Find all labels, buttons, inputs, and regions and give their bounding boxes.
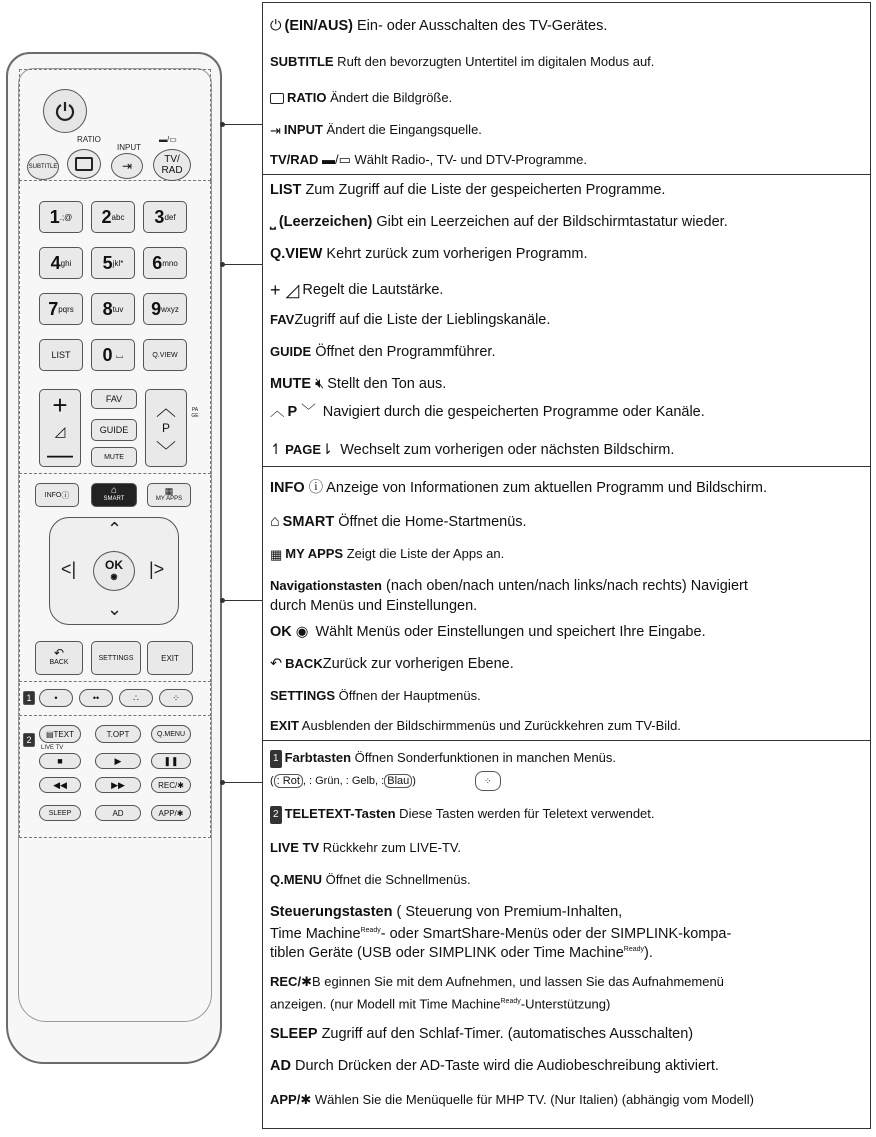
remote-face (18, 68, 212, 1022)
desc: Ändert die Bildgröße. (326, 90, 453, 105)
row-volume (270, 281, 864, 299)
sleep-button[interactable]: SLEEP (39, 805, 81, 821)
term: LIST (270, 182, 302, 198)
key-letters: abc (111, 212, 125, 222)
term: P (287, 404, 298, 420)
page-up-icon: ↿ (270, 442, 283, 459)
livetv-label: LIVE TV (41, 745, 64, 751)
term: Q.VIEW (270, 246, 323, 262)
panel-color-media (262, 740, 871, 1129)
chevron-up-icon: ︿ (156, 398, 176, 420)
desc: Ruft den bevorzugten Untertitel im digitalen Modus auf. (333, 54, 655, 69)
badge-1: 1 (270, 750, 282, 768)
key-8[interactable] (91, 293, 135, 325)
smart-label: SMART (103, 496, 125, 502)
desc: Wählt Radio-, TV- und DTV-Programme. (350, 152, 587, 167)
key-letters: mno (162, 258, 178, 268)
row-ad (270, 1057, 864, 1075)
key-letters: wxyz (161, 304, 179, 314)
term: AD (270, 1058, 291, 1074)
info-label: INFO (44, 491, 62, 499)
ready-sup: Ready (360, 927, 381, 934)
tvrad-small-icon: ▬/▭ (159, 135, 177, 144)
chevron-up-icon: ︿ (270, 404, 285, 421)
key-letters: ghi (60, 258, 72, 268)
row-teletext (270, 805, 864, 824)
key-5[interactable] (91, 247, 135, 279)
term: SUBTITLE (270, 54, 334, 69)
yellow-button[interactable]: ∴ (119, 689, 153, 707)
rewind-button[interactable]: ◀◀ (39, 777, 81, 793)
info-icon: ⓘ (61, 490, 70, 500)
nav-right-icon[interactable]: |> (149, 559, 165, 579)
row-page (270, 441, 864, 459)
desc: Ändert die Eingangsquelle. (322, 122, 482, 137)
ok-dot-icon: ◉ (110, 572, 118, 581)
row-navkeys (270, 577, 864, 595)
blue-button[interactable]: ⁘ (159, 689, 193, 707)
description-table (262, 0, 873, 1137)
row-control (270, 903, 864, 921)
row-control-3 (270, 941, 864, 962)
badge-2: 2 (23, 733, 35, 747)
back-button[interactable] (35, 641, 83, 675)
ad-button[interactable]: AD (95, 805, 141, 821)
key-digit: 4 (50, 252, 61, 273)
row-navkeys-2 (270, 597, 864, 615)
ffwd-button[interactable]: ▶▶ (95, 777, 141, 793)
row-myapps (270, 545, 864, 564)
term: MUTE (270, 376, 312, 392)
myapps-label: MY APPS (155, 496, 183, 502)
key-4[interactable] (39, 247, 83, 279)
row-rec (270, 973, 864, 991)
desc: Zeigt die Liste der Apps an. (343, 546, 505, 561)
desc: (nach oben/nach unten/nach links/nach rechts) Navigiert (381, 578, 748, 594)
desc: Navigiert durch die gespeicherten Programme oder Kanäle. (318, 404, 705, 420)
space-icon: ⎵ (270, 214, 276, 231)
desc: Anzeige von Informationen zum aktuellen Programm und Bildschirm. (326, 480, 768, 496)
term: INFO (270, 480, 305, 496)
desc: Zurück zur vorherigen Ebene. (322, 656, 514, 672)
connector-line (222, 264, 262, 265)
ok-dot-icon: ◉ (295, 624, 309, 641)
key-letters: tuv (112, 304, 124, 314)
list-button[interactable]: LIST (39, 339, 83, 371)
desc: Zugriff auf die Liste der Lieblingskanäle. (294, 312, 551, 328)
apps-grid-icon: ▦ (270, 546, 283, 562)
ratio-label: RATIO (77, 135, 101, 144)
color-blue: Blau (384, 774, 412, 788)
apps-grid-icon: ▦ (164, 486, 174, 496)
key-letters: def (164, 212, 176, 222)
settings-button[interactable]: SETTINGS (91, 641, 141, 675)
panel-navigation (262, 466, 871, 741)
stop-button[interactable]: ■ (39, 753, 81, 769)
tvrad-label-2: RAD (161, 165, 183, 176)
desc: Öffnet den Programmführer. (311, 344, 496, 360)
key-digit: 2 (101, 206, 112, 227)
desc: Wählt Menüs oder Einstellungen und speichert Ihre Eingabe. (311, 624, 706, 640)
connector-line (222, 600, 262, 601)
term: INPUT (283, 122, 323, 137)
desc: Regelt die Lautstärke. (302, 282, 444, 298)
term: OK (270, 624, 292, 640)
ok-button[interactable] (93, 551, 135, 591)
connector-line (222, 124, 262, 125)
text-icon: ▤ (45, 729, 54, 739)
row-list (270, 181, 864, 199)
term: GUIDE (270, 344, 312, 359)
row-rec-2 (270, 993, 864, 1013)
home-icon: ⌂ (270, 513, 280, 531)
volume-icon: ◿ (54, 422, 66, 439)
key-digit: 5 (102, 252, 113, 273)
row-ratio (270, 89, 864, 107)
key-9[interactable] (143, 293, 187, 325)
desc: Öffnen der Hauptmenüs. (335, 688, 481, 703)
row-color-2 (270, 771, 864, 791)
desc: Kehrt zurück zum vorherigen Programm. (322, 246, 588, 262)
power-icon: ⏻ (270, 18, 282, 35)
volume-icon: + ◿ (270, 280, 300, 301)
desc: -Unterstützung) (520, 996, 611, 1012)
term: TELETEXT-Tasten (284, 806, 396, 821)
back-label: BACK (49, 659, 69, 666)
desc: ( Steuerung von Premium-Inhalten, (392, 904, 623, 920)
term: SLEEP (270, 1026, 318, 1042)
key-3[interactable] (143, 201, 187, 233)
term: LIVE TV (270, 840, 320, 855)
ratio-icon (75, 157, 93, 171)
key-digit: 1 (49, 206, 60, 227)
key-letters: pqrs (58, 304, 74, 314)
desc: Wählen Sie die Menüquelle für MHP TV. (Nur Italien) (abhängig vom Modell) (311, 1092, 754, 1107)
mute-icon: 🔇︎ (315, 376, 325, 393)
nav-left-icon[interactable]: <| (61, 559, 77, 579)
volume-down-icon: — (47, 439, 73, 469)
desc: Öffnen Sonderfunktionen in manchen Menüs. (351, 750, 617, 765)
term: APP/ (270, 1092, 301, 1107)
row-control-2 (270, 922, 864, 943)
row-input (270, 121, 864, 140)
play-button[interactable]: ▶ (95, 753, 141, 769)
row-color (270, 749, 864, 768)
ready-sup: Ready (500, 998, 521, 1005)
row-qview (270, 245, 864, 263)
term: Farbtasten (284, 750, 352, 765)
key-7[interactable] (39, 293, 83, 325)
term: SETTINGS (270, 688, 336, 703)
app-button[interactable] (151, 805, 191, 821)
program-label: P (161, 421, 170, 435)
color-yellow: , : Gelb, : (339, 775, 385, 787)
panel-numbers (262, 174, 871, 467)
term: MY APPS (285, 546, 344, 561)
term: Navigationstasten (270, 578, 382, 593)
ok-label: OK (105, 558, 123, 572)
desc: Zum Zugriff auf die Liste der gespeicherten Programme. (301, 182, 666, 198)
term: SMART (282, 514, 335, 530)
rec-button[interactable] (151, 777, 191, 793)
green-button[interactable]: •• (79, 689, 113, 707)
term: Q.MENU (270, 872, 322, 887)
row-sleep (270, 1025, 864, 1043)
row-app (270, 1091, 864, 1109)
ready-sup: Ready (623, 946, 645, 953)
nav-down-icon[interactable]: ⌄ (107, 599, 123, 619)
desc: B eginnen Sie mit dem Aufnehmen, und lassen Sie das Aufnahmemenü (311, 974, 724, 989)
row-settings (270, 687, 864, 705)
app-label: APP/ (158, 808, 177, 818)
mute-button[interactable]: MUTE (91, 447, 137, 467)
home-icon: ⌂ (110, 485, 118, 496)
volume-up-icon: + (52, 390, 68, 420)
desc: tiblen Geräte (USB oder SIMPLINK oder Time Machine (270, 944, 624, 961)
rec-icon: ✱ (301, 974, 312, 989)
desc: Öffnet die Schnellmenüs. (322, 872, 471, 887)
nav-up-icon[interactable]: ⌃ (107, 519, 123, 539)
row-mute (270, 375, 864, 393)
term: BACK (285, 656, 323, 671)
row-exit (270, 717, 864, 735)
row-space (270, 213, 864, 231)
power-button[interactable] (43, 89, 87, 133)
smart-button[interactable] (91, 483, 137, 507)
term: REC/ (270, 974, 302, 989)
key-6[interactable] (143, 247, 187, 279)
desc: anzeigen. (nur Modell mit Time Machine (270, 996, 501, 1012)
key-digit: 9 (151, 298, 162, 319)
term: TV/RAD (270, 152, 319, 167)
key-digit: 6 (152, 252, 163, 273)
desc: Stellt den Ton aus. (327, 376, 447, 392)
connector-line (222, 782, 262, 783)
row-tvrad (270, 151, 864, 169)
color-paren-open: ( (270, 775, 274, 787)
desc: - oder SmartShare-Menüs oder der SIMPLINK-kompa- (380, 925, 732, 942)
back-arrow-icon: ↶ (53, 646, 65, 660)
row-fav (270, 311, 864, 329)
program-rocker[interactable] (145, 389, 187, 467)
key-letters: jkl* (112, 258, 124, 268)
desc: Ein- oder Ausschalten des TV-Gerätes. (352, 18, 608, 34)
desc: Wechselt zum vorherigen oder nächsten Bildschirm. (336, 442, 675, 458)
app-icon: ✱ (176, 808, 184, 818)
topt-button[interactable]: T.OPT (95, 725, 141, 743)
badge-1: 1 (23, 691, 35, 705)
row-power (270, 17, 864, 35)
row-info (270, 479, 864, 497)
key-digit: 7 (48, 298, 59, 319)
remote-control (6, 52, 222, 1064)
desc: Zugriff auf den Schlaf-Timer. (automatisches Ausschalten) (317, 1026, 694, 1042)
desc: Durch Drücken der AD-Taste wird die Audiobeschreibung aktiviert. (290, 1058, 719, 1074)
subtitle-button[interactable]: SUBTITLE (27, 154, 59, 180)
qview-button[interactable]: Q.VIEW (143, 339, 187, 371)
desc: Diese Tasten werden für Teletext verwendet. (395, 806, 655, 821)
row-back (270, 655, 864, 673)
page-down-icon: ⇂ (321, 442, 334, 459)
pause-button[interactable]: ❚❚ (151, 753, 191, 769)
term: EXIT (270, 718, 299, 733)
guide-button[interactable]: GUIDE (91, 419, 137, 441)
key-1[interactable] (39, 201, 83, 233)
key-0[interactable] (91, 339, 135, 371)
desc: ). (644, 944, 653, 961)
text-button[interactable] (39, 725, 81, 743)
input-button[interactable]: ⇥ (111, 153, 143, 179)
row-qmenu (270, 871, 864, 889)
row-guide (270, 343, 864, 361)
row-ok (270, 623, 864, 641)
tvrad-icon: ▬/▭ (322, 152, 351, 167)
desc: Ausblenden der Bildschirmmenüs und Zurückkehren zum TV-Bild. (298, 718, 681, 733)
key-letters: .;@ (59, 212, 73, 222)
desc: durch Menüs und Einstellungen. (270, 598, 478, 614)
desc: Gibt ein Leerzeichen auf der Bildschirmtastatur wieder. (372, 214, 728, 230)
tvrad-label-1: TV/ (164, 154, 180, 165)
myapps-button[interactable] (147, 483, 191, 507)
rec-icon: ✱ (177, 780, 184, 790)
term: Steuerungstasten (270, 904, 393, 920)
chevron-down-icon: ﹀ (156, 441, 176, 463)
input-label: INPUT (117, 143, 141, 152)
red-button[interactable]: • (39, 689, 73, 707)
badge-2: 2 (270, 806, 282, 824)
color-paren-close: ) (412, 775, 416, 787)
chevron-down-icon: ﹀ (301, 404, 316, 421)
panel-power (262, 2, 871, 175)
key-digit: 8 (102, 298, 113, 319)
row-livetv (270, 839, 864, 857)
rec-label: REC/ (158, 780, 178, 790)
term: (Leerzeichen) (278, 214, 373, 230)
key-2[interactable] (91, 201, 135, 233)
row-program (270, 403, 864, 421)
exit-button[interactable]: EXIT (147, 641, 193, 675)
back-arrow-icon: ↶ (270, 656, 283, 673)
blue-button-icon: ⁘ (475, 771, 501, 791)
term: RATIO (287, 90, 327, 105)
space-icon: ⌴ (115, 349, 124, 361)
term: FAV (270, 312, 295, 327)
key-digit: 0 (102, 344, 113, 365)
key-digit: 3 (154, 206, 165, 227)
ratio-icon (270, 93, 284, 104)
page-side-label: PAGE (191, 407, 199, 419)
ratio-button[interactable] (67, 149, 101, 179)
qmenu-button[interactable]: Q.MENU (151, 725, 191, 743)
row-subtitle (270, 53, 864, 71)
desc: Time Machine (270, 925, 361, 942)
info-icon: ⓘ (308, 480, 324, 497)
term: PAGE (285, 442, 322, 457)
info-button[interactable] (35, 483, 79, 507)
power-icon (54, 100, 76, 122)
desc: Öffnet die Home-Startmenüs. (334, 514, 527, 530)
row-smart (270, 513, 864, 531)
text-label: TEXT (53, 729, 74, 739)
app-icon: ✱ (300, 1092, 312, 1107)
color-red: : Rot (274, 774, 303, 788)
term: (EIN/AUS) (284, 18, 353, 34)
volume-rocker[interactable] (39, 389, 81, 467)
tvrad-button[interactable] (153, 149, 191, 181)
fav-button[interactable]: FAV (91, 389, 137, 409)
desc: Rückkehr zum LIVE-TV. (319, 840, 461, 855)
color-green: , : Grün (302, 775, 340, 787)
input-icon: ⇥ (270, 122, 281, 138)
